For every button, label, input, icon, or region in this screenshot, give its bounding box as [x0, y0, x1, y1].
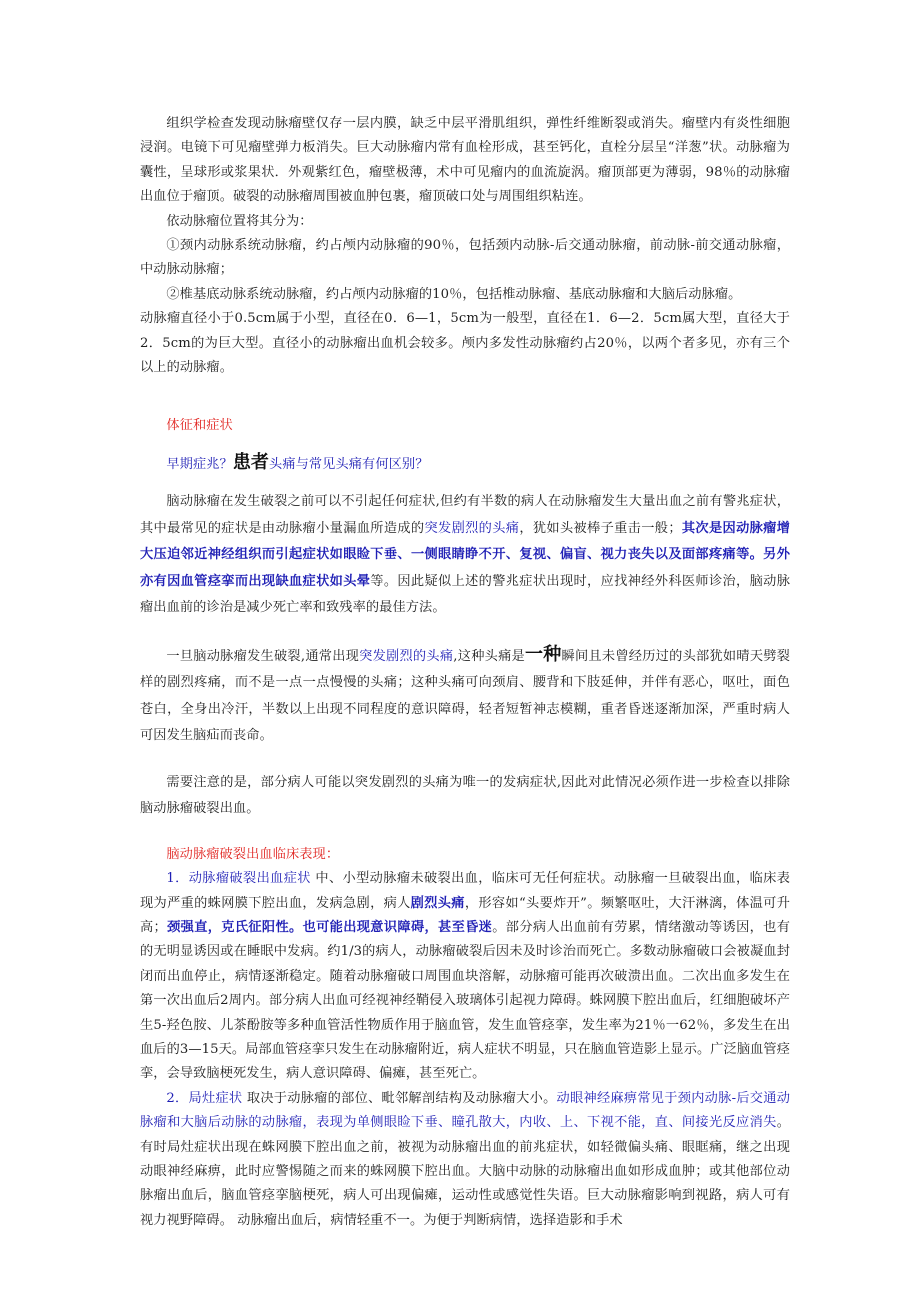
- subheading-early-signs: [140, 451, 790, 477]
- intro-paragraph-size: 动脉瘤直径小于0.5cm属于小型，直径在0．6—1，5cm为一般型，直径在1．6—2．5cm属大型，直径大于2．5cm的为巨大型。直径小的动脉瘤出血机会较多。颅内多发性动脉瘤约占20％，以两个者多见，亦有三个以上的动脉瘤。: [140, 311, 790, 376]
- document-page: [140, 112, 790, 1233]
- text-run: 。部分病人出血前有劳累，情绪激动等诱因，也有的无明显诱因或在睡眠中发病。约1/3的病人，动脉瘤破裂后因未及时诊治而死亡。多数动脉瘤破口会被凝血封闭而出血停止，病情逐渐稳定。随着动脉瘤破口周围血块溶解，动脉瘤可能再次破溃出血。二次出血多发生在第一次出血后2周内。部分病人出血可经视神经鞘侵入玻璃体引起视力障碍。蛛网膜下腔出血后，红细胞破坏产生5-羟色胺、儿茶酚胺等多种血管活性物质作用于脑血管，发生血管痉挛，发生率为21％一62％，多发生在出血后的3—15天。局部血管痉挛只发生在动脉瘤附近，病人症状不明显，只在脑血管造影上显示。广泛脑血管痉挛，会导致脑梗死发生，病人意识障碍、偏瘫，甚至死亡。: [140, 920, 791, 1082]
- item-focal-symptoms: [140, 1087, 790, 1233]
- subheading-emphasis: 患者: [232, 451, 270, 473]
- intro-paragraph-classification: 依动脉瘤位置将其分为：: [166, 213, 313, 229]
- text-run: ，犹如头被棒子重击一般；: [519, 520, 682, 536]
- highlight-oculomotor: 动眼神经麻痹常见于颈内动脉-后交通动脉瘤和大脑后动脉的动脉瘤，表现为单侧眼睑下垂、瞳孔散大，内收、上、下视不能，直、间接光反应消失: [140, 1090, 790, 1131]
- intro-paragraph-histology: 组织学检查发现动脉瘤壁仅存一层内膜，缺乏中层平滑肌组织，弹性纤维断裂或消失。瘤壁内有炎性细胞浸润。电镜下可见瘤壁弹力板消失。巨大动脉瘤内常有血栓形成，甚至钙化，直栓分层呈“洋葱”状。动脉瘤为囊性，呈球形或浆果状．外观紫红色，瘤壁极薄，术中可见瘤内的血流旋涡。瘤顶部更为薄弱，98％的动脉瘤出血位于瘤顶。破裂的动脉瘤周围被血肿包裹，瘤顶破口处与周围组织粘连。: [140, 116, 790, 205]
- text-run: 瞬间且未曾经历过的头部犹如晴天劈裂样的剧烈疼痛，而不是一点一点慢慢的头痛；这种头痛可向颈肩、腰背和下肢延伸，并伴有恶心，呕吐，面色苍白，全身出冷汗，半数以上出现不同程度的意识障碍，轻者短暂神志模糊，重者昏迷逐渐加深，严重时病人可因发生脑疝而丧命。: [140, 648, 791, 744]
- intro-paragraph-internal-carotid: ①颈内动脉系统动脉瘤，约占颅内动脉瘤的90％，包括颈内动脉-后交通动脉瘤，前动脉-前交通动脉瘤，中动脉动脉瘤；: [140, 238, 790, 278]
- highlight-neck-stiffness: 颈强直，克氏征阳性。也可能出现意识障碍，甚至昏迷: [166, 920, 493, 935]
- text-run: 取决于动脉瘤的部位、毗邻解剖结构及动脉瘤大小。: [242, 1090, 557, 1106]
- text-run: 脑动脉瘤在发生破裂之前可以不引起任何症状,但约有半数的病人在动脉瘤发生大量出血之前有警兆症状，其中最常见的症状是由动脉瘤小量漏血所造成的: [140, 494, 790, 536]
- intro-paragraph-vertebrobasilar: ②椎基底动脉系统动脉瘤，约占颅内动脉瘤的10％，包括椎动脉瘤、基底动脉瘤和大脑后动脉瘤。: [166, 286, 742, 302]
- text-run: 一旦脑动脉瘤发生破裂,通常出现: [166, 648, 360, 664]
- item-title: 1．动脉瘤破裂出血症状: [166, 871, 311, 887]
- text-run: ,这种头痛是: [453, 648, 525, 664]
- highlight-sudden-headache: 突发剧烈的头痛: [424, 520, 520, 536]
- text-run: ，形容如“头要炸开”。频繁呕吐，大汗淋漓，体温可升高；: [140, 895, 791, 935]
- text-run: 。有时局灶症状出现在蛛网膜下腔出血之前，被视为动脉瘤出血的前兆症状，如轻微偏头痛、眼眶痛，继之出现动眼神经麻痹，此时应警惕随之而来的蛛网膜下腔出血。大脑中动脉的动脉瘤出血如形成血肿；或其他部位动脉瘤出血后，脑血管痉挛脑梗死，病人可出现偏瘫，运动性或感觉性失语。巨大动脉瘤影响到视路，病人可有视力视野障碍。 动脉瘤出血后，病情轻重不一。为便于判断病情，选择造影和手术: [140, 1115, 790, 1228]
- text-run: 中、小型动脉瘤未破裂出血，临床可无任何症状。动脉瘤一旦破裂出血，临床表现为严重的蛛网膜下腔出血，发病急剧，病人: [140, 871, 790, 911]
- subheading-text-a: 早期症兆？: [166, 456, 233, 472]
- section-heading-signs: 体征和症状: [166, 418, 233, 434]
- section-heading-clinical: 脑动脉瘤破裂出血临床表现：: [166, 846, 340, 862]
- item-title: 2．局灶症状: [166, 1090, 243, 1106]
- highlight-compression-symptoms: 其次是因动脉瘤增大压迫邻近神经组织而引起症状如眼睑下垂、一侧眼睛睁不开、复视、偏盲、视力丧失以及面部疼痛等。另外亦有因血管痉挛而出现缺血症状如头晕: [140, 520, 790, 589]
- paragraph-note: 需要注意的是，部分病人可能以突发剧烈的头痛为唯一的发病症状,因此对此情况必须作进一步检查以排除脑动脉瘤破裂出血。: [140, 774, 790, 817]
- subheading-text-b: 头痛与常见头痛有何区别？: [269, 456, 429, 472]
- highlight-sudden-headache-2: 突发剧烈的头痛: [359, 648, 454, 664]
- highlight-severe-headache: 剧烈头痛: [410, 895, 465, 911]
- text-emphasis: 一种: [525, 643, 562, 665]
- text-run: 等。因此疑似上述的警兆症状出现时，应找神经外科医师诊治，脑动脉瘤出血前的诊治是减少死亡率和致残率的最佳方法。: [140, 573, 790, 616]
- paragraph-warning-signs: [140, 489, 790, 622]
- paragraph-rupture-headache: [140, 642, 790, 750]
- item-rupture-symptoms: [140, 867, 790, 1087]
